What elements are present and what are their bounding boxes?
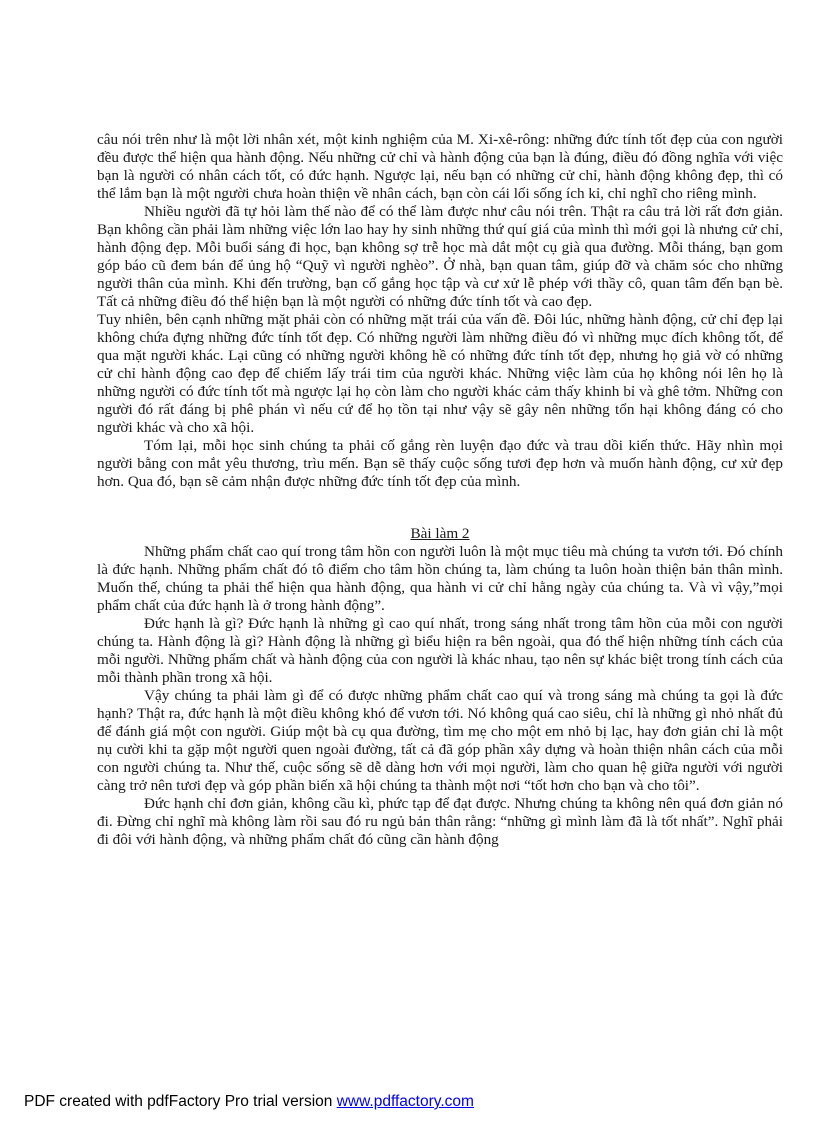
footer-text: PDF created with pdfFactory Pro trial version — [24, 1093, 337, 1110]
section-heading: Bài làm 2 — [410, 525, 470, 542]
paragraph: Những phẩm chất cao quí trong tâm hồn con người luôn là một mục tiêu mà chúng ta vươn tới. Đó chính là đức hạnh. Những phẩm chất đó tô điểm cho tâm hồn chúng ta, làm chúng ta luôn hoàn thiện bản thân mình. Muốn thế, chúng ta phải thể hiện qua hành động, qua hành vi cử chỉ hằng ngày của chúng ta. Và vì vậy,”mọi phẩm chất của đức hạnh là ở trong hành động”. — [97, 543, 783, 614]
document-page — [97, 131, 783, 849]
paragraph: Tuy nhiên, bên cạnh những mặt phải còn có những mặt trái của vấn đề. Đôi lúc, những hành động, cử chỉ đẹp lại không chứa đựng những đức tính tốt đẹp. Có những người làm những điều đó vì những mục đích không tốt, để qua mặt người khác. Lại cũng có những người không hề có những đức tính tốt đẹp, nhưng họ giả vờ có những cử chỉ hành động cao đẹp để chiếm lấy trái tim của người khác. Những việc làm của họ không nói lên họ là những người có đức tính tốt mà ngược lại họ còn làm cho người khác cảm thấy khinh bỉ và ghê tởm. Những con người đó rất đáng bị phê phán vì nếu cứ để họ tồn tại như vậy sẽ gây nên những tổn hại không đáng có cho người khác và cho xã hội. — [97, 311, 783, 436]
pdf-footer — [24, 1093, 474, 1111]
paragraph: Nhiều người đã tự hỏi làm thế nào để có thể làm được như câu nói trên. Thật ra câu trả lời rất đơn giản. Bạn không cần phải làm những việc lớn lao hay hy sinh những thứ quí giá của mình thì mới gọi là nhưng cử chỉ, hành động đẹp. Mỗi buổi sáng đi học, bạn không sợ trễ học mà dắt một cụ già qua đường. Mỗi tháng, bạn gom góp báo cũ đem bán để ủng hộ “Quỹ vì người nghèo”. Ở nhà, bạn quan tâm, giúp đỡ và chăm sóc cho những người thân của mình. Khi đến trường, bạn cố gắng học tập và cư xử lễ phép với thầy cô, quan tâm đến bạn bè. Tất cả những điều đó thể hiện bạn là một người có những đức tính tốt và cao đẹp. — [97, 203, 783, 310]
paragraph: câu nói trên như là một lời nhân xét, một kinh nghiệm của M. Xi-xê-rông: những đức tính tốt đẹp của con người đều được thể hiện qua hành động. Nếu những cử chỉ và hành động của bạn là đúng, điều đó đồng nghĩa với việc bạn là người có nhân cách tốt, có đức hạnh. Ngược lại, nếu bạn có những cử chỉ, hành động không đẹp, thì có thể lắm bạn là một người chưa hoàn thiện về nhân cách, bạn còn cái lối sống ích kỉ, chỉ nghĩ cho riêng mình. — [97, 131, 783, 202]
section-spacer — [97, 491, 783, 525]
paragraph: Tóm lại, mỗi học sinh chúng ta phải cố gắng rèn luyện đạo đức và trau dồi kiến thức. Hãy nhìn mọi người bằng con mắt yêu thương, trìu mến. Bạn sẽ thấy cuộc sống tươi đẹp hơn và muốn hành động, cư xử đẹp hơn. Qua đó, bạn sẽ cảm nhận được những đức tính tốt đẹp của mình. — [97, 437, 783, 490]
paragraph: Đức hạnh là gì? Đức hạnh là những gì cao quí nhất, trong sáng nhất trong tâm hồn của mỗi con người chúng ta. Hành động là gì? Hành động là những gì biểu hiện ra bên ngoài, qua đó thể hiện những tính cách của mỗi người. Những phẩm chất và hành động của con người là khác nhau, tạo nên sự khác biệt trong tính cách của mỗi thành phần trong xã hội. — [97, 615, 783, 686]
footer-link[interactable]: www.pdffactory.com — [336, 1093, 474, 1110]
paragraph: Đức hạnh chỉ đơn giản, không cầu kì, phức tạp để đạt được. Nhưng chúng ta không nên quá đơn giản nó đi. Đừng chỉ nghĩ mà không làm rồi sau đó ru ngủ bản thân rằng: “những gì mình làm đã là tốt nhất”. Nghĩ phải đi đôi với hành động, và những phẩm chất đó cũng cần hành động — [97, 795, 783, 848]
paragraph: Vậy chúng ta phải làm gì để có được những phẩm chất cao quí và trong sáng mà chúng ta gọi là đức hạnh? Thật ra, đức hạnh là một điều không khó để vươn tới. Nó không quá cao siêu, chỉ là những gì nhỏ nhất đủ để đánh giá một con người. Giúp một bà cụ qua đường, tìm mẹ cho một em nhỏ bị lạc, hay đơn giản chỉ là một nụ cười khi ta gặp một người quen ngoài đường, tất cả đã góp phần xây dựng và hoàn thiện nhân cách của mỗi con người chúng ta. Như thế, cuộc sống sẽ dễ dàng hơn với mọi người, làm cho quan hệ giữa người với người càng trở nên tươi đẹp và góp phần biến xã hội chúng ta thành một nơi “tốt hơn cho bạn và cho tôi”. — [97, 687, 783, 794]
